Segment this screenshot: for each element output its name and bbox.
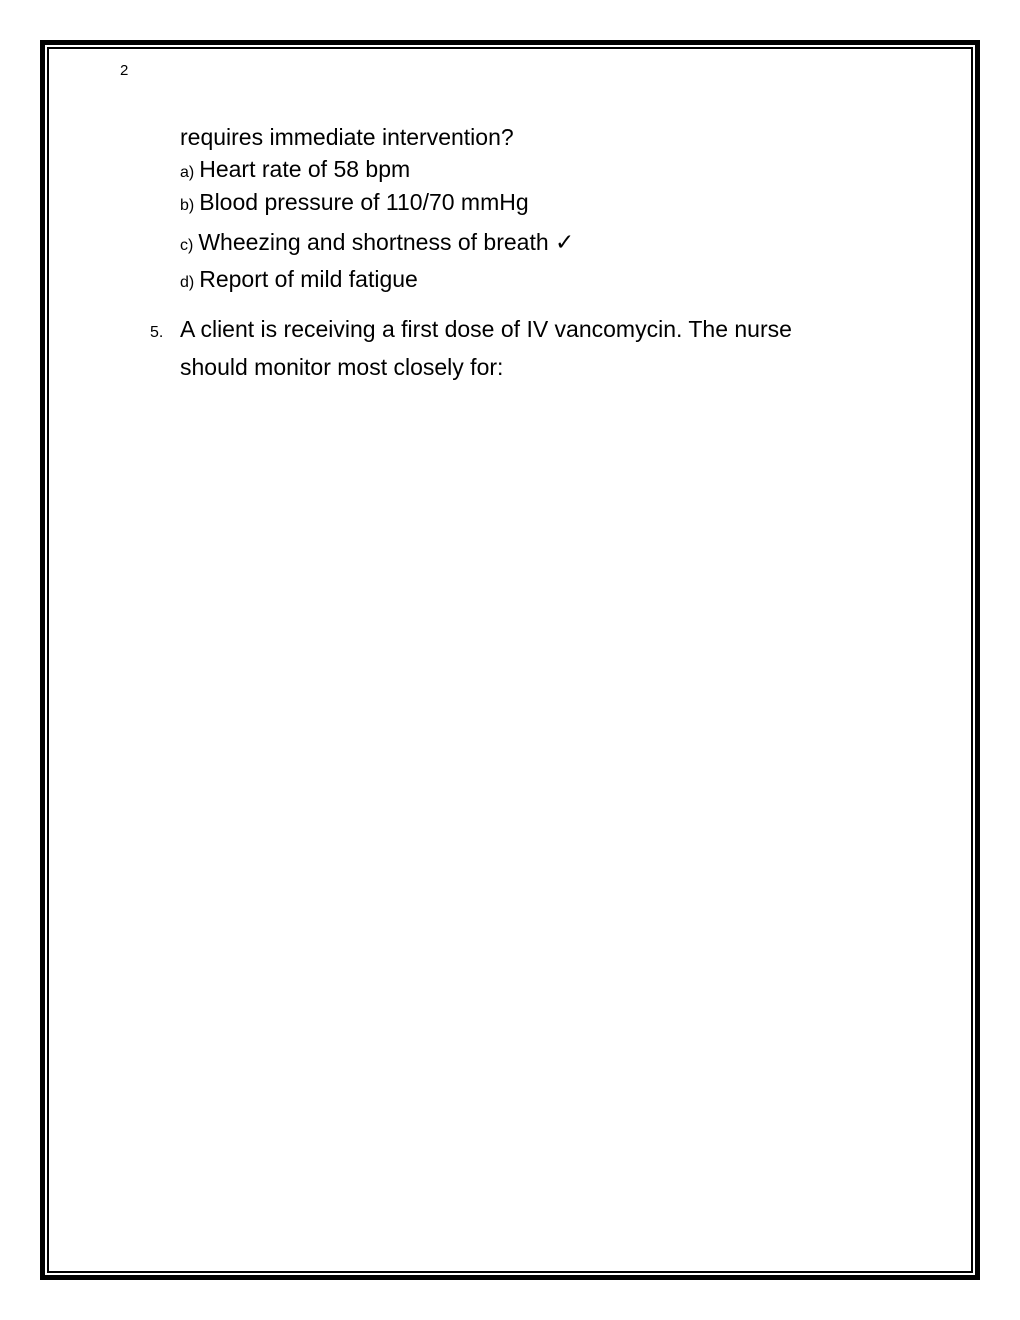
page-number: 2 [120, 62, 129, 79]
question-4-option-c [180, 229, 574, 256]
question-4-stem-continued: requires immediate intervention? [180, 124, 514, 150]
question-4-option-a [180, 156, 410, 183]
question-5-stem-line-1: A client is receiving a first dose of IV vancomycin. The nurse [180, 316, 792, 342]
option-letter: c) [180, 237, 194, 254]
option-letter: b) [180, 197, 195, 214]
option-letter: a) [180, 164, 195, 181]
option-text: Blood pressure of 110/70 mmHg [199, 189, 529, 215]
option-text: Report of mild fatigue [199, 266, 418, 292]
option-text: Wheezing and shortness of breath ✓ [198, 229, 575, 255]
option-letter: d) [180, 274, 195, 291]
question-4-option-b [180, 189, 529, 216]
question-5-stem-line-2: should monitor most closely for: [180, 354, 504, 380]
question-4-option-d [180, 266, 418, 293]
question-5-number: 5. [150, 324, 164, 341]
option-text: Heart rate of 58 bpm [199, 156, 411, 182]
